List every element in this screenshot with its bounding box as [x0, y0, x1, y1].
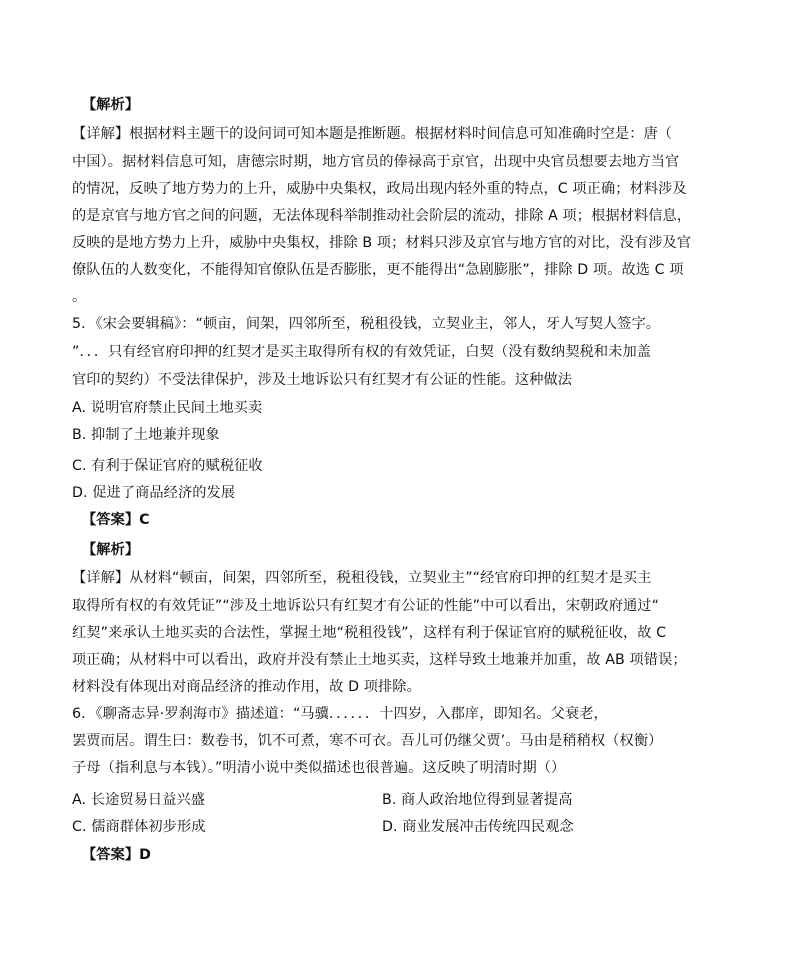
analysis-line: 材料没有体现出对商品经济的推动作用，故 D 项排除。 [72, 679, 421, 695]
option-d: D. 促进了商品经济的发展 [72, 485, 236, 501]
analysis-line: 的是京官与地方官之间的问题，无法体现科举制推动社会阶层的流动，排除 A 项；根据材料信息， [72, 208, 692, 224]
question-stem-line: 子母（指利息与本钱）。”明清小说中类似描述也很普遍。这反映了明清时期（） [72, 760, 566, 776]
option-a: A. 说明官府禁止民间土地买卖 [72, 400, 263, 416]
question-stem-line: 罢贾而居。谓生曰：数卷书，饥不可煮，寒不可衣。吾儿可仍继父贾’。马由是稍稍权（权衡） [72, 733, 663, 749]
option-c: C. 儒商群体初步形成 [72, 819, 206, 835]
question-stem-line: 6．《聊斋志异·罗刹海市》描述道：“马骥．．．．．．十四岁，入郡庠，即知名。父衰老， [72, 706, 608, 722]
analysis-line: 。 [72, 289, 87, 305]
answer: 【答案】C [82, 512, 150, 528]
answer: 【答案】D [82, 847, 152, 863]
option-a: A. 长途贸易日益兴盛 [72, 792, 206, 808]
analysis-line: 【详解】从材料“顿亩，间架，四邻所至，税租役钱，立契业主”“经官府印押的红契才是买主 [72, 570, 652, 586]
analysis-line: 项正确；从材料中可以看出，政府并没有禁止土地买卖，这样导致土地兼并加重，故 AB 项错误； [72, 652, 687, 668]
analysis-line: 僚队伍的人数变化，不能得知官僚队伍是否膨胀，更不能得出“急剧膨胀”，排除 D 项。故选 C 项 [72, 262, 684, 278]
analysis-line: 【详解】根据材料主题干的设问词可知本题是推断题。根据材料时间信息可知准确时空是：唐（ [72, 126, 673, 142]
question-stem-line: 官印的契约）不受法律保护，涉及土地诉讼只有红契才有公证的性能。这种做法 [72, 372, 573, 388]
analysis-line: 取得所有权的有效凭证”“涉及土地诉讼只有红契才有公证的性能”中可以看出，宋朝政府通过“ [72, 598, 660, 614]
question-stem-line: 5．《宋会要辑稿》：“顿亩，间架，四邻所至，税租役钱，立契业主，邻人，牙人写契人签字。 [72, 316, 661, 332]
analysis-heading: 【解析】 [82, 542, 140, 558]
analysis-line: 反映的是地方势力上升，威胁中央集权，排除 B 项；材料只涉及京官与地方官的对比，没有涉及官 [72, 235, 692, 251]
option-d: D. 商业发展冲击传统四民观念 [382, 819, 574, 835]
option-c: C. 有利于保证官府的赋税征收 [72, 458, 263, 474]
option-b: B. 抑制了土地兼并现象 [72, 427, 220, 443]
analysis-heading: 【解析】 [82, 97, 140, 113]
analysis-line: 中国）。据材料信息可知，唐德宗时期，地方官员的俸禄高于京官，出现中央官员想要去地方当官 [72, 154, 680, 170]
question-stem-line: ”．．．只有经官府印押的红契才是买主取得所有权的有效凭证，白契（没有数纳契税和未加盖 [72, 344, 652, 360]
option-b: B. 商人政治地位得到显著提高 [382, 792, 573, 808]
analysis-line: 红契”来承认土地买卖的合法性，掌握土地“税租役钱”，这样有利于保证官府的赋税征收，故 C [72, 625, 667, 641]
analysis-line: 的情况，反映了地方势力的上升，威胁中央集权，政局出现内轻外重的特点，C 项正确；材料涉及 [72, 181, 687, 197]
